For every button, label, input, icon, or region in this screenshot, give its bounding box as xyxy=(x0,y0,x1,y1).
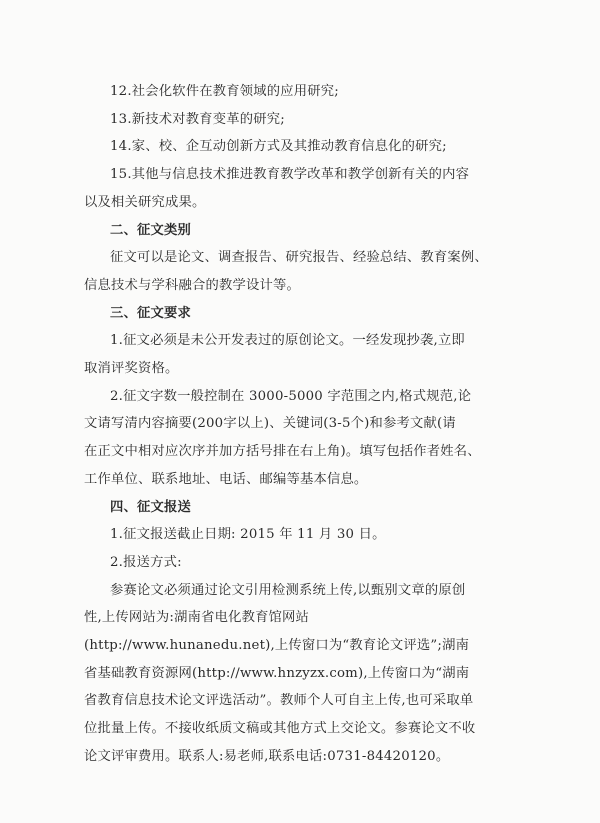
document-body xyxy=(84,78,524,771)
paragraph-line: 在正文中相对应次序并加方括号排在右上角)。填写包括作者姓名、 xyxy=(84,444,481,460)
section-heading-category: 二、征文类别 xyxy=(110,222,191,238)
section-heading-submission: 四、征文报送 xyxy=(110,499,191,515)
paragraph-line: 省教育信息技术论文评选活动”。教师个人可自主上传,也可采取单 xyxy=(84,693,474,709)
paragraph-line: 征文可以是论文、调查报告、研究报告、经验总结、教育案例、 xyxy=(110,250,488,266)
paragraph-line: 参赛论文必须通过论文引用检测系统上传,以甄别文章的原创 xyxy=(110,582,466,598)
paragraph-line: 性,上传网站为:湖南省电化教育馆网站 xyxy=(84,610,310,626)
paragraph-line: 取消评奖资格。 xyxy=(84,361,179,377)
paragraph-line: 1.征文必须是未公开发表过的原创论文。一经发现抄袭,立即 xyxy=(110,333,465,349)
paragraph-line: 1.征文报送截止日期: 2015 年 11 月 30 日。 xyxy=(110,527,386,543)
paragraph-line: 位批量上传。不接收纸质文稿或其他方式上交论文。参赛论文不收 xyxy=(84,721,476,737)
list-item: 14.家、校、企互动创新方式及其推动教育信息化的研究; xyxy=(110,139,447,155)
list-item: 12.社会化软件在教育领域的应用研究; xyxy=(110,84,339,99)
paragraph-line: 省基础教育资源网(http://www.hnzyzx.com),上传窗口为“湖南 xyxy=(84,665,470,681)
paragraph-line: (http://www.hunanedu.net),上传窗口为“教育论文评选”;湖南 xyxy=(84,638,470,654)
paragraph-line: 文请写清内容摘要(200字以上)、关键词(3-5个)和参考文献(请 xyxy=(84,416,456,432)
list-item-continuation: 以及相关研究成果。 xyxy=(84,194,206,210)
list-item: 15.其他与信息技术推进教育教学改革和教学创新有关的内容 xyxy=(110,167,470,183)
paragraph-line: 2.征文字数一般控制在 3000-5000 字范围之内,格式规范,论 xyxy=(110,388,472,404)
paragraph-line: 信息技术与学科融合的教学设计等。 xyxy=(84,277,300,293)
paragraph-line: 论文评审费用。联系人:易老师,联系电话:0731-84420120。 xyxy=(84,748,450,764)
section-heading-requirements: 三、征文要求 xyxy=(110,305,191,321)
list-item: 13.新技术对教育变革的研究; xyxy=(110,111,285,127)
paragraph-line: 2.报送方式: xyxy=(110,554,182,570)
paragraph-line: 工作单位、联系地址、电话、邮编等基本信息。 xyxy=(84,471,368,487)
